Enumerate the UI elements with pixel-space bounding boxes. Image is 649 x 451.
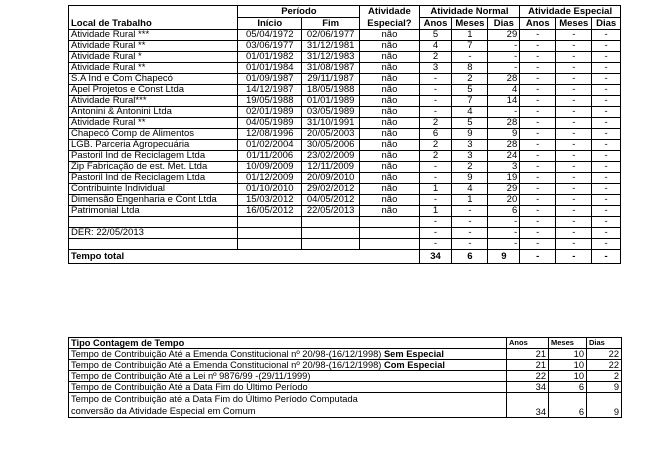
row-fim: 20/09/2010 bbox=[302, 173, 360, 184]
row-anos-esp: - bbox=[520, 206, 556, 217]
table-row bbox=[69, 30, 621, 41]
row-anos-esp: - bbox=[520, 140, 556, 151]
row-fim: 22/05/2013 bbox=[302, 206, 360, 217]
row-dias-esp: - bbox=[592, 107, 621, 118]
table-row bbox=[69, 195, 621, 206]
table-row bbox=[69, 52, 621, 63]
row-meses-esp: - bbox=[556, 162, 592, 173]
row-local: Atividade Rural ** bbox=[69, 41, 238, 52]
table-row bbox=[69, 118, 621, 129]
row-dias-esp: - bbox=[592, 173, 621, 184]
table-row bbox=[69, 63, 621, 74]
summary-text-main: Tempo de Contribuição Até a Emenda Constitucional nº 20/98-(16/12/1998) bbox=[71, 349, 382, 359]
row-anos-esp: - bbox=[520, 162, 556, 173]
row-dias-esp: - bbox=[592, 228, 621, 239]
row-meses-esp: - bbox=[556, 85, 592, 96]
row-local: Atividade Rural * bbox=[69, 52, 238, 63]
row-local: Pastoril Ind de Reciclagem Ltda bbox=[69, 173, 238, 184]
summary-last-meses: 6 bbox=[549, 393, 587, 418]
table-row bbox=[69, 162, 621, 173]
table-row bbox=[69, 173, 621, 184]
row-dias-esp: - bbox=[592, 41, 621, 52]
row-dias-esp: - bbox=[592, 217, 621, 228]
row-meses: 5 bbox=[452, 85, 488, 96]
total-dias-esp: - bbox=[592, 250, 621, 264]
row-inicio: 01/01/1982 bbox=[238, 52, 302, 63]
row-anos-esp: - bbox=[520, 85, 556, 96]
row-inicio: 01/11/2006 bbox=[238, 151, 302, 162]
row-anos-esp: - bbox=[520, 74, 556, 85]
row-anos: - bbox=[419, 96, 452, 107]
summary-header-tipo: Tipo Contagem de Tempo bbox=[69, 338, 507, 349]
row-fim bbox=[302, 228, 360, 239]
summary-last-line1: Tempo de Contribuição até a Data Fim do Último Período Computada bbox=[71, 394, 358, 404]
row-dias-esp: - bbox=[592, 30, 621, 41]
row-especial: não bbox=[360, 162, 419, 173]
total-label: Tempo total bbox=[69, 250, 420, 264]
row-meses: 4 bbox=[452, 184, 488, 195]
row-meses: 7 bbox=[452, 96, 488, 107]
row-dias-esp: - bbox=[592, 85, 621, 96]
row-anos: 2 bbox=[419, 151, 452, 162]
row-anos-esp: - bbox=[520, 184, 556, 195]
summary-row bbox=[69, 349, 622, 360]
summary-row bbox=[69, 382, 622, 393]
row-dias: - bbox=[488, 217, 520, 228]
row-especial: não bbox=[360, 173, 419, 184]
row-dias: - bbox=[488, 52, 520, 63]
row-especial: não bbox=[360, 184, 419, 195]
summary-row bbox=[69, 371, 622, 382]
row-anos: 4 bbox=[419, 41, 452, 52]
summary-text-main: Tempo de Contribuição Até a Data Fim do Último Período bbox=[71, 382, 308, 392]
row-meses: - bbox=[452, 206, 488, 217]
row-dias: - bbox=[488, 107, 520, 118]
row-local: Pastoril Ind de Reciclagem Ltda bbox=[69, 151, 238, 162]
row-fim: 20/05/2003 bbox=[302, 129, 360, 140]
row-dias-esp: - bbox=[592, 239, 621, 250]
row-anos-esp: - bbox=[520, 228, 556, 239]
row-dias-esp: - bbox=[592, 206, 621, 217]
row-meses: 3 bbox=[452, 140, 488, 151]
summary-anos: 34 bbox=[507, 382, 549, 393]
total-meses-esp: - bbox=[556, 250, 592, 264]
row-local bbox=[69, 239, 238, 250]
total-meses: 6 bbox=[452, 250, 488, 264]
row-inicio: 04/05/1989 bbox=[238, 118, 302, 129]
row-anos: - bbox=[419, 85, 452, 96]
row-anos: 1 bbox=[419, 184, 452, 195]
row-inicio: 16/05/2012 bbox=[238, 206, 302, 217]
row-anos-esp: - bbox=[520, 217, 556, 228]
row-inicio: 01/12/2009 bbox=[238, 173, 302, 184]
row-anos: 1 bbox=[419, 206, 452, 217]
row-meses: - bbox=[452, 217, 488, 228]
summary-text bbox=[69, 360, 507, 371]
header-atividade-normal: Atividade Normal bbox=[419, 6, 520, 18]
row-dias: 9 bbox=[488, 129, 520, 140]
row-fim: 31/12/1983 bbox=[302, 52, 360, 63]
row-inicio bbox=[238, 217, 302, 228]
row-fim: 29/11/1987 bbox=[302, 74, 360, 85]
row-meses-esp: - bbox=[556, 30, 592, 41]
row-fim: 23/02/2009 bbox=[302, 151, 360, 162]
row-local: Atividade Rural ** bbox=[69, 118, 238, 129]
row-meses-esp: - bbox=[556, 129, 592, 140]
row-dias: - bbox=[488, 239, 520, 250]
row-local: Atividade Rural *** bbox=[69, 30, 238, 41]
row-inicio: 12/08/1996 bbox=[238, 129, 302, 140]
row-meses: - bbox=[452, 239, 488, 250]
summary-header-dias: Dias bbox=[587, 338, 622, 349]
row-dias: 4 bbox=[488, 85, 520, 96]
row-inicio: 01/01/1984 bbox=[238, 63, 302, 74]
row-anos: - bbox=[419, 107, 452, 118]
row-meses-esp: - bbox=[556, 184, 592, 195]
row-meses-esp: - bbox=[556, 239, 592, 250]
row-meses: - bbox=[452, 52, 488, 63]
header-inicio: Início bbox=[238, 18, 302, 30]
table-row bbox=[69, 96, 621, 107]
row-anos-esp: - bbox=[520, 63, 556, 74]
row-anos-esp: - bbox=[520, 107, 556, 118]
total-anos-esp: - bbox=[520, 250, 556, 264]
header-dias-e: Dias bbox=[592, 18, 621, 30]
row-meses: 5 bbox=[452, 118, 488, 129]
row-anos-esp: - bbox=[520, 96, 556, 107]
row-dias-esp: - bbox=[592, 151, 621, 162]
summary-text-bold: Sem Especial bbox=[383, 349, 444, 359]
row-inicio bbox=[238, 228, 302, 239]
row-especial: não bbox=[360, 96, 419, 107]
summary-table bbox=[68, 337, 622, 418]
row-dias: 29 bbox=[488, 30, 520, 41]
row-dias: - bbox=[488, 41, 520, 52]
row-inicio: 05/04/1972 bbox=[238, 30, 302, 41]
row-dias-esp: - bbox=[592, 184, 621, 195]
row-local: Dimensão Engenharia e Cont Ltda bbox=[69, 195, 238, 206]
row-anos-esp: - bbox=[520, 239, 556, 250]
row-anos-esp: - bbox=[520, 52, 556, 63]
row-meses: 1 bbox=[452, 30, 488, 41]
row-meses: 8 bbox=[452, 63, 488, 74]
summary-meses: 10 bbox=[549, 360, 587, 371]
row-anos-esp: - bbox=[520, 41, 556, 52]
row-local: Apel Projetos e Const Ltda bbox=[69, 85, 238, 96]
row-fim: 04/05/2012 bbox=[302, 195, 360, 206]
summary-dias: 9 bbox=[587, 382, 622, 393]
row-inicio: 01/10/2010 bbox=[238, 184, 302, 195]
row-local: Zip Fabricação de est. Met. Ltda bbox=[69, 162, 238, 173]
row-inicio: 01/09/1987 bbox=[238, 74, 302, 85]
summary-text-bold: Com Especial bbox=[383, 360, 445, 370]
row-local: Contribuinte Individual bbox=[69, 184, 238, 195]
row-dias: 29 bbox=[488, 184, 520, 195]
rows-body bbox=[69, 30, 621, 250]
row-fim: 30/05/2006 bbox=[302, 140, 360, 151]
row-meses-esp: - bbox=[556, 151, 592, 162]
row-meses-esp: - bbox=[556, 41, 592, 52]
row-especial: não bbox=[360, 118, 419, 129]
row-fim: 18/05/1988 bbox=[302, 85, 360, 96]
row-local: Atividade Rural*** bbox=[69, 96, 238, 107]
row-meses-esp: - bbox=[556, 140, 592, 151]
row-inicio bbox=[238, 239, 302, 250]
row-inicio: 10/09/2009 bbox=[238, 162, 302, 173]
header-atividade: Atividade bbox=[360, 6, 419, 18]
row-dias-esp: - bbox=[592, 63, 621, 74]
row-especial: não bbox=[360, 206, 419, 217]
row-local: DER: 22/05/2013 bbox=[69, 228, 238, 239]
row-dias: 19 bbox=[488, 173, 520, 184]
row-anos: - bbox=[419, 162, 452, 173]
row-meses: 4 bbox=[452, 107, 488, 118]
header-meses-e: Meses bbox=[556, 18, 592, 30]
table-row bbox=[69, 85, 621, 96]
summary-last-text bbox=[69, 393, 507, 418]
header-especial-q: Especial? bbox=[360, 18, 419, 30]
row-fim: 03/05/1989 bbox=[302, 107, 360, 118]
row-especial: não bbox=[360, 85, 419, 96]
header-blank bbox=[69, 6, 238, 18]
header-local: Local de Trabalho bbox=[69, 18, 238, 30]
row-anos: 2 bbox=[419, 118, 452, 129]
row-anos: - bbox=[419, 173, 452, 184]
header-row-2 bbox=[69, 18, 621, 30]
row-meses-esp: - bbox=[556, 206, 592, 217]
row-dias: 28 bbox=[488, 118, 520, 129]
row-especial bbox=[360, 217, 419, 228]
row-especial: não bbox=[360, 129, 419, 140]
row-local: Chapecó Comp de Alimentos bbox=[69, 129, 238, 140]
row-anos: - bbox=[419, 217, 452, 228]
table-row bbox=[69, 184, 621, 195]
row-meses-esp: - bbox=[556, 217, 592, 228]
row-meses: 7 bbox=[452, 41, 488, 52]
row-especial: não bbox=[360, 52, 419, 63]
row-fim bbox=[302, 239, 360, 250]
row-especial: não bbox=[360, 140, 419, 151]
row-dias-esp: - bbox=[592, 52, 621, 63]
row-dias: 14 bbox=[488, 96, 520, 107]
row-meses-esp: - bbox=[556, 52, 592, 63]
row-especial: não bbox=[360, 41, 419, 52]
summary-row bbox=[69, 360, 622, 371]
total-row bbox=[69, 250, 621, 264]
row-dias-esp: - bbox=[592, 195, 621, 206]
header-row-1 bbox=[69, 6, 621, 18]
row-fim: 31/10/1991 bbox=[302, 118, 360, 129]
table-row bbox=[69, 74, 621, 85]
summary-anos: 21 bbox=[507, 349, 549, 360]
summary-row-last bbox=[69, 393, 622, 418]
row-inicio: 19/05/1988 bbox=[238, 96, 302, 107]
row-local: Patrimonial Ltda bbox=[69, 206, 238, 217]
row-anos-esp: - bbox=[520, 195, 556, 206]
summary-header bbox=[69, 338, 622, 349]
row-fim: 12/11/2009 bbox=[302, 162, 360, 173]
row-anos: 2 bbox=[419, 52, 452, 63]
summary-header-anos: Anos bbox=[507, 338, 549, 349]
row-anos-esp: - bbox=[520, 173, 556, 184]
row-local bbox=[69, 217, 238, 228]
row-dias: 20 bbox=[488, 195, 520, 206]
row-inicio: 01/02/2004 bbox=[238, 140, 302, 151]
row-meses: 2 bbox=[452, 162, 488, 173]
row-local: LGB. Parceria Agropecuária bbox=[69, 140, 238, 151]
summary-text bbox=[69, 371, 507, 382]
row-anos: 5 bbox=[419, 30, 452, 41]
table-row bbox=[69, 217, 621, 228]
row-fim: 31/12/1981 bbox=[302, 41, 360, 52]
row-inicio: 02/01/1989 bbox=[238, 107, 302, 118]
row-local: Antonini & Antonini Ltda bbox=[69, 107, 238, 118]
row-dias: 6 bbox=[488, 206, 520, 217]
row-dias: 24 bbox=[488, 151, 520, 162]
summary-dias: 2 bbox=[587, 371, 622, 382]
row-anos: - bbox=[419, 74, 452, 85]
row-meses: - bbox=[452, 228, 488, 239]
row-fim bbox=[302, 217, 360, 228]
row-meses-esp: - bbox=[556, 118, 592, 129]
summary-text bbox=[69, 382, 507, 393]
total-anos: 34 bbox=[419, 250, 452, 264]
header-fim: Fim bbox=[302, 18, 360, 30]
row-inicio: 15/03/2012 bbox=[238, 195, 302, 206]
row-anos: - bbox=[419, 195, 452, 206]
table-row bbox=[69, 206, 621, 217]
row-local: Atividade Rural ** bbox=[69, 63, 238, 74]
row-inicio: 03/06/1977 bbox=[238, 41, 302, 52]
table-row bbox=[69, 239, 621, 250]
row-dias: 3 bbox=[488, 162, 520, 173]
row-especial bbox=[360, 228, 419, 239]
row-fim: 01/01/1989 bbox=[302, 96, 360, 107]
summary-last-line2: conversão da Atividade Especial em Comum bbox=[71, 406, 256, 416]
summary-text-main: Tempo de Contribuição Até a Lei nº 9876/99 -(29/11/1999) bbox=[71, 371, 311, 381]
header-dias-n: Dias bbox=[488, 18, 520, 30]
summary-last-dias: 9 bbox=[587, 393, 622, 418]
row-anos-esp: - bbox=[520, 30, 556, 41]
summary-dias: 22 bbox=[587, 349, 622, 360]
row-anos: 3 bbox=[419, 63, 452, 74]
summary-meses: 10 bbox=[549, 349, 587, 360]
row-anos: - bbox=[419, 239, 452, 250]
summary-last-anos: 34 bbox=[507, 393, 549, 418]
row-dias-esp: - bbox=[592, 162, 621, 173]
row-dias: 28 bbox=[488, 140, 520, 151]
row-especial: não bbox=[360, 151, 419, 162]
row-dias-esp: - bbox=[592, 140, 621, 151]
row-dias-esp: - bbox=[592, 96, 621, 107]
row-meses-esp: - bbox=[556, 173, 592, 184]
summary-header-meses: Meses bbox=[549, 338, 587, 349]
summary-text-main: Tempo de Contribuição Até a Emenda Constitucional nº 20/98-(16/12/1998) bbox=[71, 360, 382, 370]
row-especial: não bbox=[360, 107, 419, 118]
summary-body bbox=[69, 349, 622, 393]
row-anos: 2 bbox=[419, 140, 452, 151]
row-meses: 3 bbox=[452, 151, 488, 162]
row-meses: 2 bbox=[452, 74, 488, 85]
row-dias-esp: - bbox=[592, 74, 621, 85]
row-fim: 29/02/2012 bbox=[302, 184, 360, 195]
row-inicio: 14/12/1987 bbox=[238, 85, 302, 96]
row-meses-esp: - bbox=[556, 228, 592, 239]
header-atividade-especial: Atividade Especial bbox=[520, 6, 621, 18]
summary-anos: 22 bbox=[507, 371, 549, 382]
row-dias-esp: - bbox=[592, 129, 621, 140]
summary-meses: 6 bbox=[549, 382, 587, 393]
row-especial bbox=[360, 239, 419, 250]
row-meses: 9 bbox=[452, 129, 488, 140]
row-dias: - bbox=[488, 63, 520, 74]
table-row bbox=[69, 129, 621, 140]
total-dias: 9 bbox=[488, 250, 520, 264]
row-meses-esp: - bbox=[556, 63, 592, 74]
row-dias: - bbox=[488, 228, 520, 239]
summary-text bbox=[69, 349, 507, 360]
summary-dias: 22 bbox=[587, 360, 622, 371]
row-meses-esp: - bbox=[556, 74, 592, 85]
table-row bbox=[69, 151, 621, 162]
row-meses-esp: - bbox=[556, 107, 592, 118]
table-row bbox=[69, 140, 621, 151]
header-anos-e: Anos bbox=[520, 18, 556, 30]
row-anos-esp: - bbox=[520, 151, 556, 162]
summary-meses: 10 bbox=[549, 371, 587, 382]
table-row bbox=[69, 41, 621, 52]
header-periodo: Período bbox=[238, 6, 360, 18]
row-anos: - bbox=[419, 228, 452, 239]
row-dias-esp: - bbox=[592, 118, 621, 129]
row-meses: 9 bbox=[452, 173, 488, 184]
row-especial: não bbox=[360, 63, 419, 74]
row-fim: 31/08/1987 bbox=[302, 63, 360, 74]
row-anos-esp: - bbox=[520, 118, 556, 129]
row-meses: 1 bbox=[452, 195, 488, 206]
row-anos-esp: - bbox=[520, 129, 556, 140]
row-especial: não bbox=[360, 74, 419, 85]
row-especial: não bbox=[360, 195, 419, 206]
row-meses-esp: - bbox=[556, 195, 592, 206]
row-anos: 6 bbox=[419, 129, 452, 140]
header-meses-n: Meses bbox=[452, 18, 488, 30]
summary-anos: 21 bbox=[507, 360, 549, 371]
row-dias: 28 bbox=[488, 74, 520, 85]
row-local: S.A Ind e Com Chapecó bbox=[69, 74, 238, 85]
row-especial: não bbox=[360, 30, 419, 41]
row-fim: 02/06/1977 bbox=[302, 30, 360, 41]
work-periods-table bbox=[68, 5, 621, 264]
table-row bbox=[69, 107, 621, 118]
row-meses-esp: - bbox=[556, 96, 592, 107]
header-anos-n: Anos bbox=[419, 18, 452, 30]
table-row bbox=[69, 228, 621, 239]
